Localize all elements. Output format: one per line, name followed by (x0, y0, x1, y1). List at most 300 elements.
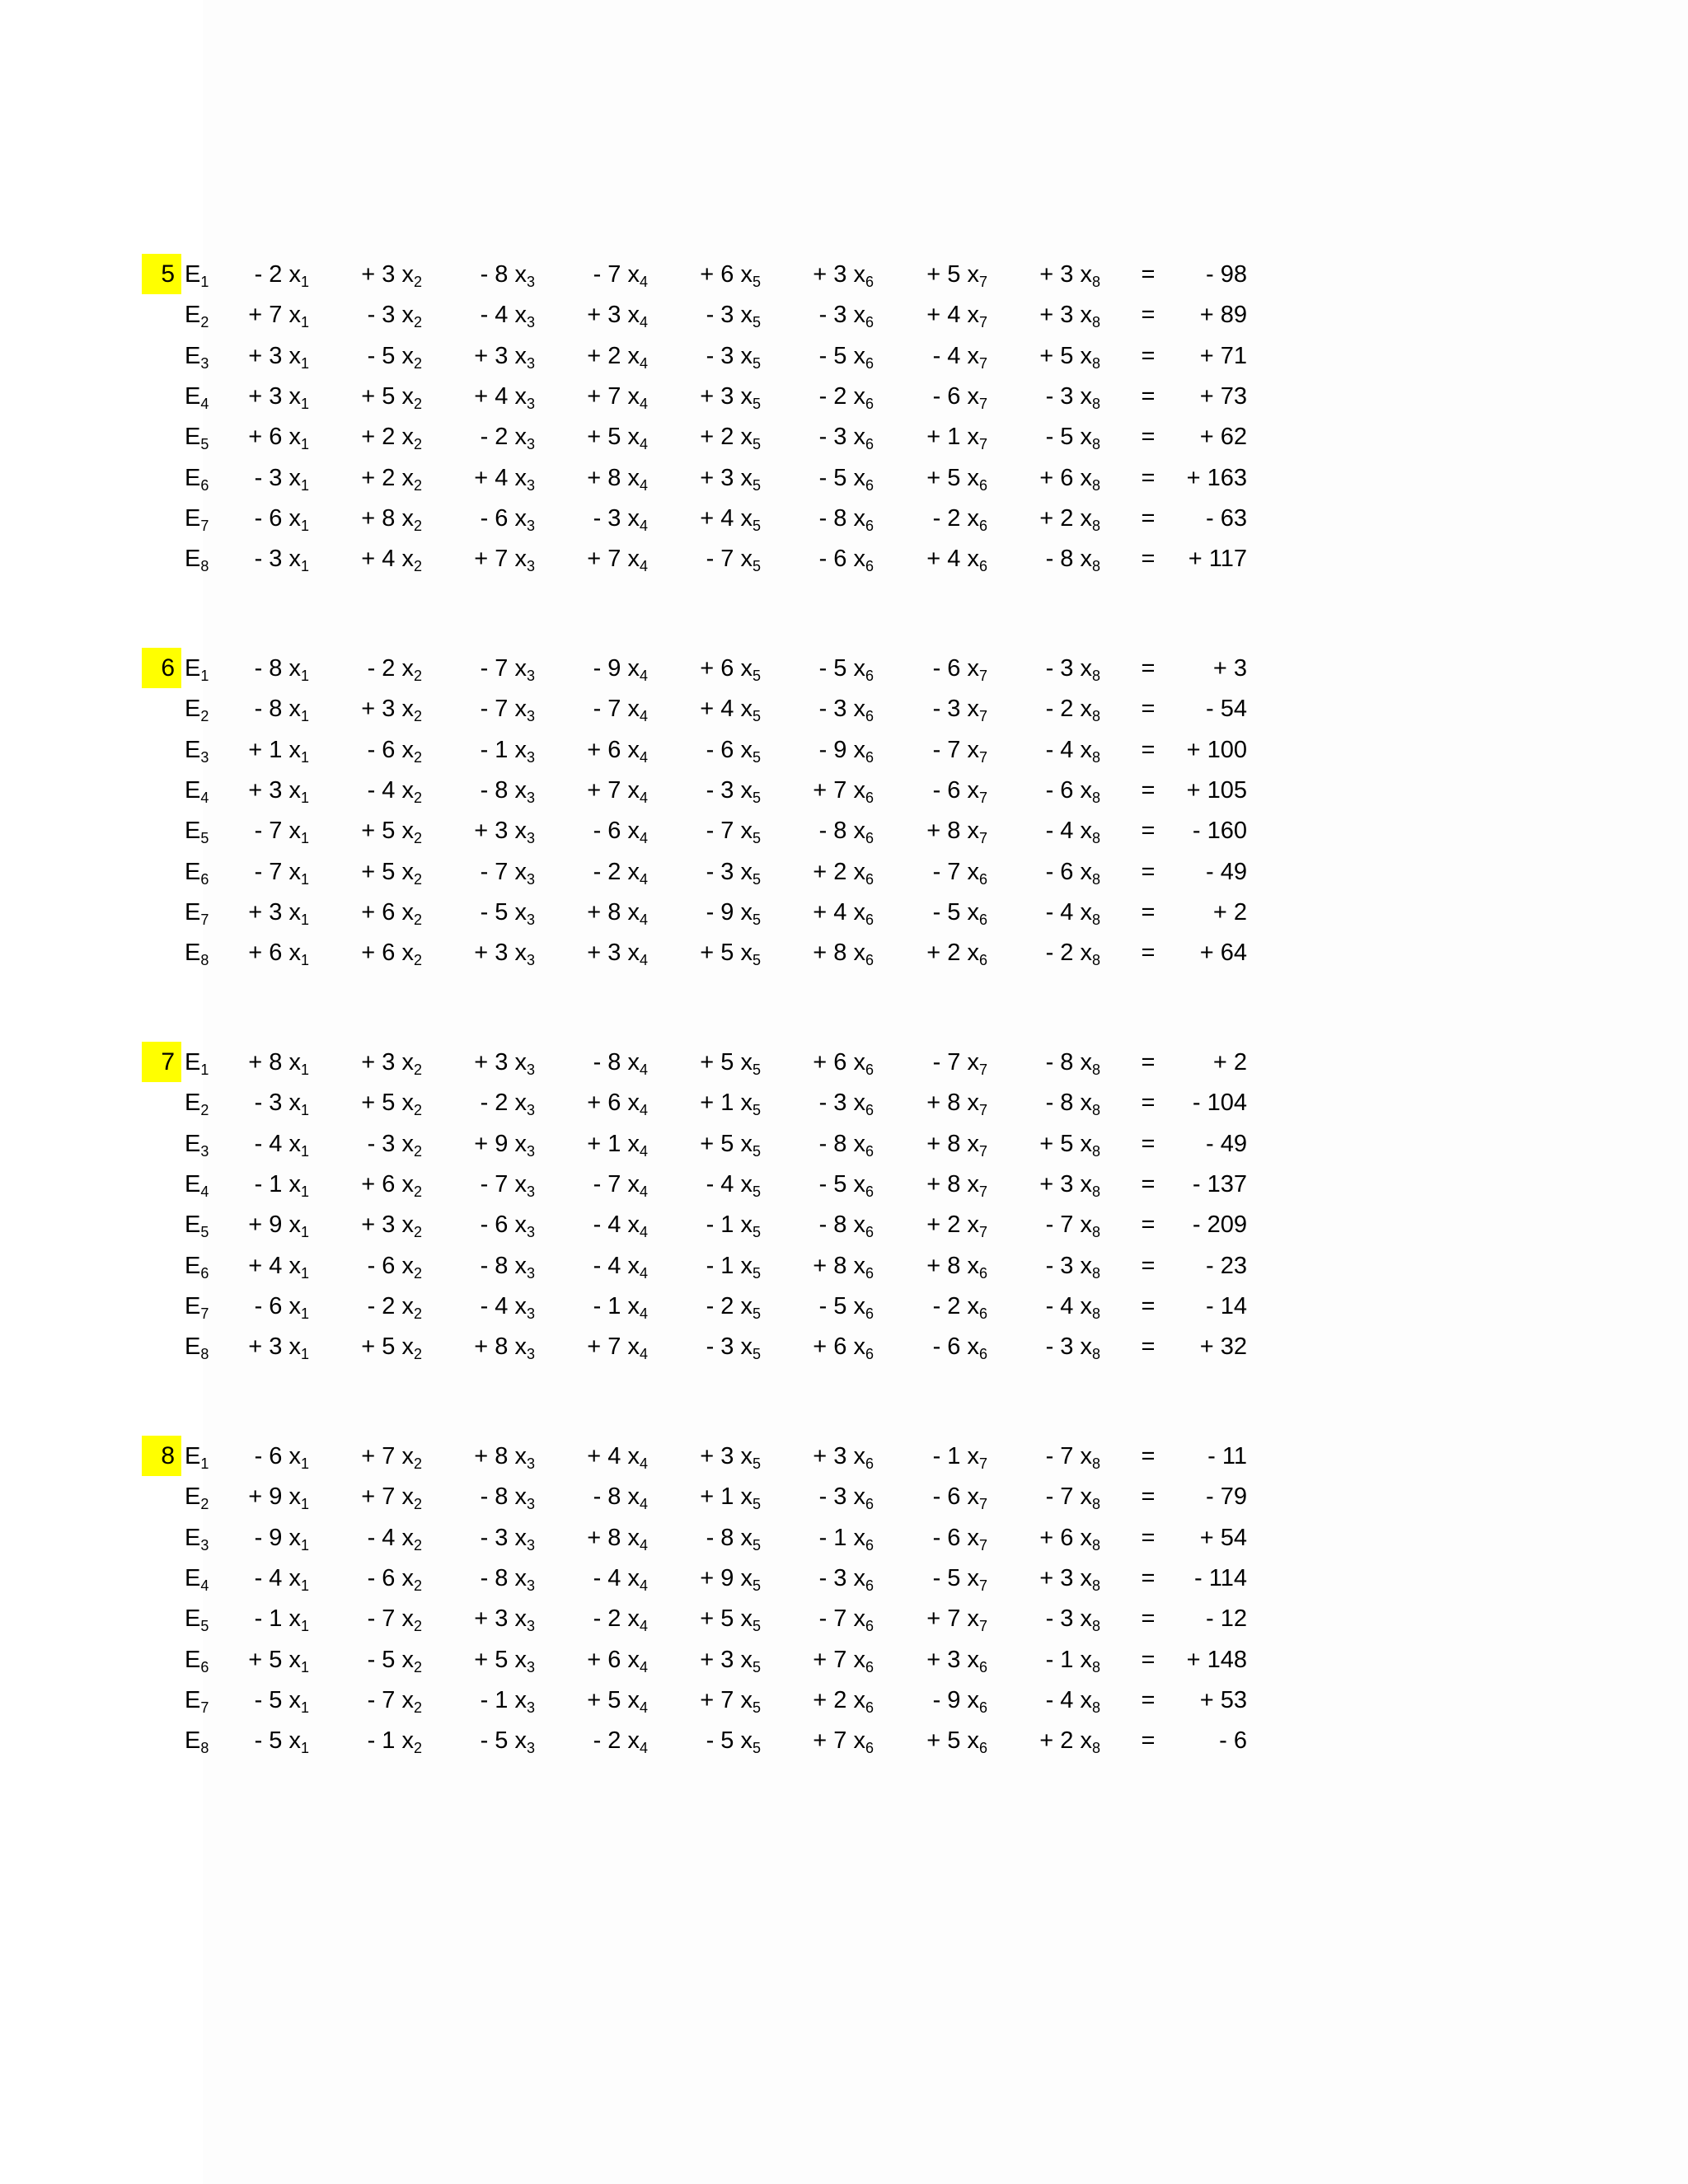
variable: x (1080, 858, 1092, 885)
equation-row (0, 1646, 1688, 1686)
variable: x (627, 940, 640, 967)
variable: x (401, 858, 414, 885)
coefficient: - 6 (932, 1333, 961, 1361)
variable-index: 6 (865, 748, 874, 766)
term-6 (775, 1089, 874, 1118)
term-7 (889, 1605, 987, 1633)
term-7 (889, 1048, 987, 1077)
variable: x (514, 1090, 527, 1117)
variable: x (1080, 776, 1092, 804)
right-hand-side: + 2 (1212, 1049, 1247, 1076)
coefficient: - 5 (254, 1686, 283, 1713)
equation-letter: E (185, 342, 201, 369)
variable-index: 2 (413, 668, 422, 684)
variable-index: 3 (526, 1102, 535, 1119)
coefficient: + 3 (361, 1212, 396, 1239)
term-8 (1001, 1564, 1100, 1593)
term-2 (323, 1211, 422, 1240)
variable: x (514, 342, 527, 369)
variable: x (967, 1090, 979, 1117)
equals-sign: = (1141, 1686, 1156, 1713)
right-hand-side: - 49 (1206, 1130, 1247, 1157)
variable: x (1080, 1170, 1092, 1197)
equation-row (0, 545, 1688, 585)
term-7 (889, 1089, 987, 1118)
equation-row (0, 1564, 1688, 1605)
variable-index: 6 (865, 1740, 874, 1757)
term-7 (889, 736, 987, 765)
variable: x (740, 898, 753, 926)
right-hand-side: - 54 (1206, 696, 1247, 723)
coefficient: - 3 (706, 858, 734, 885)
variable: x (514, 424, 527, 451)
variable: x (401, 1483, 414, 1511)
equation-row (0, 1292, 1688, 1333)
variable-index: 8 (1091, 1536, 1100, 1554)
term-6 (775, 301, 874, 330)
equation-index: 3 (200, 748, 209, 766)
variable-index: 1 (300, 1224, 309, 1241)
term-8 (1001, 1686, 1100, 1715)
coefficient: - 7 (932, 858, 961, 885)
coefficient: + 3 (361, 696, 396, 723)
coefficient: - 2 (593, 1727, 621, 1755)
term-6 (775, 1605, 874, 1633)
variable: x (288, 1292, 301, 1319)
term-2 (323, 695, 422, 724)
coefficient: + 6 (248, 424, 283, 451)
variable-index: 4 (639, 1346, 648, 1363)
term-1 (210, 939, 309, 968)
term-3 (436, 423, 535, 452)
equation-index: 8 (200, 952, 209, 969)
variable: x (288, 1333, 301, 1361)
variable-index: 2 (413, 354, 422, 372)
coefficient: + 5 (361, 858, 396, 885)
variable-index: 2 (413, 1577, 422, 1594)
coefficient: - 3 (706, 1333, 734, 1361)
right-hand-side: - 49 (1206, 858, 1247, 885)
variable-index: 8 (1091, 1618, 1100, 1635)
equation-index: 8 (200, 1740, 209, 1757)
coefficient: + 2 (813, 1686, 847, 1713)
equation-row (0, 1333, 1688, 1373)
variable: x (401, 1252, 414, 1279)
term-3 (436, 939, 535, 968)
variable: x (1080, 1564, 1092, 1591)
term-4 (549, 1333, 648, 1361)
term-8 (1001, 1646, 1100, 1675)
coefficient: - 4 (254, 1130, 283, 1157)
coefficient: - 3 (706, 342, 734, 369)
variable: x (288, 504, 301, 532)
variable-index: 7 (978, 274, 987, 290)
term-5 (662, 817, 761, 846)
term-5 (662, 695, 761, 724)
term-8 (1001, 736, 1100, 765)
variable: x (627, 382, 640, 410)
equals-sign: = (1141, 464, 1156, 491)
coefficient: + 4 (700, 696, 734, 723)
term-3 (436, 736, 535, 765)
equation-row (0, 1170, 1688, 1211)
variable: x (401, 1686, 414, 1713)
term-8 (1001, 1252, 1100, 1281)
variable: x (288, 1170, 301, 1197)
variable: x (853, 424, 865, 451)
equation-letter: E (185, 818, 201, 845)
variable-index: 2 (413, 314, 422, 331)
term-8 (1001, 1442, 1100, 1471)
term-4 (549, 1089, 648, 1118)
coefficient: - 5 (254, 1727, 283, 1755)
variable: x (288, 776, 301, 804)
variable-index: 2 (413, 436, 422, 453)
variable: x (1080, 546, 1092, 573)
equation-index: 4 (200, 1183, 209, 1200)
equals-sign: = (1141, 898, 1156, 926)
variable-index: 7 (978, 830, 987, 847)
coefficient: - 7 (367, 1605, 396, 1633)
variable: x (514, 1170, 527, 1197)
variable-index: 3 (526, 274, 535, 290)
term-1 (210, 1442, 309, 1471)
coefficient: - 8 (1045, 1049, 1074, 1076)
term-7 (889, 695, 987, 724)
term-2 (323, 1605, 422, 1633)
coefficient: + 7 (361, 1483, 396, 1511)
term-6 (775, 776, 874, 805)
variable: x (740, 464, 753, 491)
coefficient: + 5 (926, 464, 961, 491)
term-7 (889, 858, 987, 887)
coefficient: - 6 (254, 1292, 283, 1319)
term-1 (210, 301, 309, 330)
variable: x (967, 1646, 979, 1673)
variable-index: 4 (639, 558, 648, 575)
coefficient: - 4 (932, 342, 961, 369)
variable-index: 8 (1091, 1496, 1100, 1513)
term-3 (436, 898, 535, 927)
variable-index: 2 (413, 517, 422, 534)
variable-index: 4 (639, 830, 648, 847)
term-3 (436, 1605, 535, 1633)
coefficient: - 5 (818, 1292, 847, 1319)
coefficient: - 2 (932, 504, 961, 532)
equation-row (0, 464, 1688, 504)
variable: x (627, 424, 640, 451)
coefficient: + 7 (361, 1443, 396, 1469)
equation-letter: E (185, 736, 201, 763)
variable: x (740, 940, 753, 967)
equation-row (0, 1048, 1688, 1089)
term-5 (662, 504, 761, 533)
variable: x (967, 1483, 979, 1511)
term-2 (323, 1333, 422, 1361)
term-3 (436, 695, 535, 724)
variable-index: 1 (300, 354, 309, 372)
term-5 (662, 1089, 761, 1118)
variable: x (514, 1212, 527, 1239)
equation-letter: E (185, 1252, 201, 1279)
equation-index: 5 (200, 1618, 209, 1635)
equation-label (185, 1605, 209, 1633)
variable: x (288, 1646, 301, 1673)
variable-index: 8 (1091, 1699, 1100, 1716)
variable-index: 6 (865, 354, 874, 372)
equation-label (185, 939, 209, 968)
variable: x (288, 940, 301, 967)
coefficient: - 6 (367, 1252, 396, 1279)
coefficient: - 1 (480, 1686, 509, 1713)
coefficient: + 2 (587, 342, 621, 369)
term-3 (436, 1564, 535, 1593)
coefficient: + 8 (926, 1090, 961, 1117)
term-4 (549, 1564, 648, 1593)
term-4 (549, 654, 648, 683)
term-1 (210, 1646, 309, 1675)
variable: x (740, 1049, 753, 1076)
variable-index: 6 (865, 1577, 874, 1594)
coefficient: - 6 (932, 655, 961, 682)
equation-index: 3 (200, 1536, 209, 1554)
equals-sign: = (1141, 940, 1156, 967)
variable-index: 8 (1091, 1102, 1100, 1119)
term-8 (1001, 1292, 1100, 1321)
term-5 (662, 1252, 761, 1281)
variable-index: 4 (639, 517, 648, 534)
variable-index: 1 (300, 1577, 309, 1594)
term-2 (323, 382, 422, 411)
equation-index: 6 (200, 870, 209, 888)
variable: x (1080, 1524, 1092, 1551)
variable-index: 8 (1091, 476, 1100, 494)
variable: x (853, 1170, 865, 1197)
variable-index: 4 (639, 1062, 648, 1078)
variable: x (514, 1443, 527, 1469)
coefficient: + 7 (700, 1686, 734, 1713)
coefficient: + 1 (700, 1483, 734, 1511)
variable-index: 2 (413, 1699, 422, 1716)
variable: x (401, 1605, 414, 1633)
term-2 (323, 1292, 422, 1321)
variable-index: 2 (413, 274, 422, 290)
variable-index: 4 (639, 1536, 648, 1554)
coefficient: + 9 (700, 1564, 734, 1591)
coefficient: + 3 (587, 940, 621, 967)
coefficient: - 8 (706, 1524, 734, 1551)
term-8 (1001, 342, 1100, 371)
term-2 (323, 1646, 422, 1675)
variable: x (401, 302, 414, 329)
term-3 (436, 1524, 535, 1553)
variable-index: 2 (413, 870, 422, 888)
coefficient: + 3 (1039, 302, 1074, 329)
variable: x (514, 858, 527, 885)
coefficient: - 8 (1045, 1090, 1074, 1117)
coefficient: - 3 (818, 302, 847, 329)
equation-index: 1 (200, 668, 209, 684)
variable: x (740, 1333, 753, 1361)
term-6 (775, 504, 874, 533)
coefficient: + 4 (248, 1252, 283, 1279)
variable-index: 2 (413, 1264, 422, 1282)
coefficient: - 8 (593, 1049, 621, 1076)
equals-sign: = (1141, 1049, 1156, 1076)
term-1 (210, 1564, 309, 1593)
term-3 (436, 1646, 535, 1675)
variable-index: 5 (752, 354, 761, 372)
equation-index: 2 (200, 1102, 209, 1119)
equation-label (185, 898, 209, 927)
coefficient: + 4 (926, 546, 961, 573)
variable: x (288, 818, 301, 845)
variable: x (514, 1049, 527, 1076)
variable: x (740, 302, 753, 329)
coefficient: + 3 (474, 940, 509, 967)
term-3 (436, 817, 535, 846)
variable: x (514, 504, 527, 532)
term-6 (775, 1048, 874, 1077)
coefficient: + 8 (813, 940, 847, 967)
variable: x (740, 776, 753, 804)
variable: x (1080, 1483, 1092, 1511)
variable: x (1080, 1292, 1092, 1319)
coefficient: - 3 (818, 1483, 847, 1511)
coefficient: + 7 (248, 302, 283, 329)
term-8 (1001, 654, 1100, 683)
variable-index: 4 (639, 1455, 648, 1472)
term-8 (1001, 260, 1100, 289)
equation-row (0, 260, 1688, 301)
variable-index: 8 (1091, 1346, 1100, 1363)
coefficient: - 7 (1045, 1212, 1074, 1239)
term-6 (775, 260, 874, 289)
term-8 (1001, 382, 1100, 411)
equals-sign: = (1141, 504, 1156, 532)
equation-row (0, 654, 1688, 695)
term-1 (210, 260, 309, 289)
variable-index: 1 (300, 952, 309, 969)
term-8 (1001, 545, 1100, 574)
equation-row (0, 504, 1688, 545)
coefficient: - 8 (818, 504, 847, 532)
term-8 (1001, 301, 1100, 330)
right-hand-side: - 98 (1206, 261, 1247, 288)
coefficient: - 1 (367, 1727, 396, 1755)
right-hand-side: - 137 (1192, 1170, 1247, 1197)
coefficient: + 5 (700, 1049, 734, 1076)
variable: x (853, 1443, 865, 1469)
equation-index: 4 (200, 789, 209, 806)
coefficient: - 4 (367, 1524, 396, 1551)
coefficient: - 2 (593, 1605, 621, 1633)
equation-index: 8 (200, 1346, 209, 1363)
coefficient: - 6 (254, 1443, 283, 1469)
equation-index: 6 (200, 1264, 209, 1282)
coefficient: + 6 (361, 1170, 396, 1197)
variable: x (967, 1605, 979, 1633)
variable: x (401, 655, 414, 682)
variable: x (967, 655, 979, 682)
variable: x (967, 1727, 979, 1755)
variable-index: 1 (300, 1455, 309, 1472)
term-8 (1001, 464, 1100, 493)
variable-index: 8 (1091, 789, 1100, 806)
variable-index: 1 (300, 517, 309, 534)
term-3 (436, 1048, 535, 1077)
variable: x (853, 736, 865, 763)
term-1 (210, 1686, 309, 1715)
variable-index: 6 (865, 1496, 874, 1513)
variable-index: 1 (300, 1658, 309, 1675)
coefficient: - 3 (367, 302, 396, 329)
coefficient: + 8 (926, 1130, 961, 1157)
term-6 (775, 1442, 874, 1471)
variable-index: 1 (300, 1183, 309, 1200)
term-8 (1001, 1727, 1100, 1755)
coefficient: + 5 (361, 382, 396, 410)
term-1 (210, 1292, 309, 1321)
term-7 (889, 898, 987, 927)
equals-sign: = (1141, 655, 1156, 682)
coefficient: + 2 (361, 464, 396, 491)
variable-index: 4 (639, 274, 648, 290)
term-5 (662, 464, 761, 493)
term-6 (775, 898, 874, 927)
equation-label (185, 736, 209, 765)
variable: x (853, 1727, 865, 1755)
equation-label (185, 776, 209, 805)
variable: x (514, 940, 527, 967)
coefficient: - 1 (480, 736, 509, 763)
term-2 (323, 342, 422, 371)
coefficient: + 5 (926, 261, 961, 288)
coefficient: - 8 (254, 696, 283, 723)
variable: x (401, 342, 414, 369)
term-4 (549, 1442, 648, 1471)
term-5 (662, 1646, 761, 1675)
variable: x (401, 382, 414, 410)
term-6 (775, 1686, 874, 1715)
term-6 (775, 382, 874, 411)
variable: x (740, 1483, 753, 1511)
term-6 (775, 1524, 874, 1553)
equals-sign: = (1141, 302, 1156, 329)
term-3 (436, 1483, 535, 1511)
variable-index: 7 (978, 314, 987, 331)
variable-index: 5 (752, 558, 761, 575)
variable-index: 1 (300, 1536, 309, 1554)
term-5 (662, 654, 761, 683)
term-8 (1001, 1483, 1100, 1511)
variable: x (967, 696, 979, 723)
variable-index: 1 (300, 1142, 309, 1160)
term-1 (210, 382, 309, 411)
term-2 (323, 1727, 422, 1755)
term-3 (436, 1211, 535, 1240)
variable-index: 4 (639, 1102, 648, 1119)
variable-index: 4 (639, 789, 648, 806)
right-hand-side: - 79 (1206, 1483, 1247, 1511)
term-1 (210, 1483, 309, 1511)
coefficient: - 8 (818, 1130, 847, 1157)
variable-index: 5 (752, 314, 761, 331)
equation-letter: E (185, 1333, 201, 1361)
variable: x (514, 1130, 527, 1157)
right-hand-side: + 148 (1186, 1646, 1247, 1673)
equation-letter: E (185, 1483, 201, 1511)
